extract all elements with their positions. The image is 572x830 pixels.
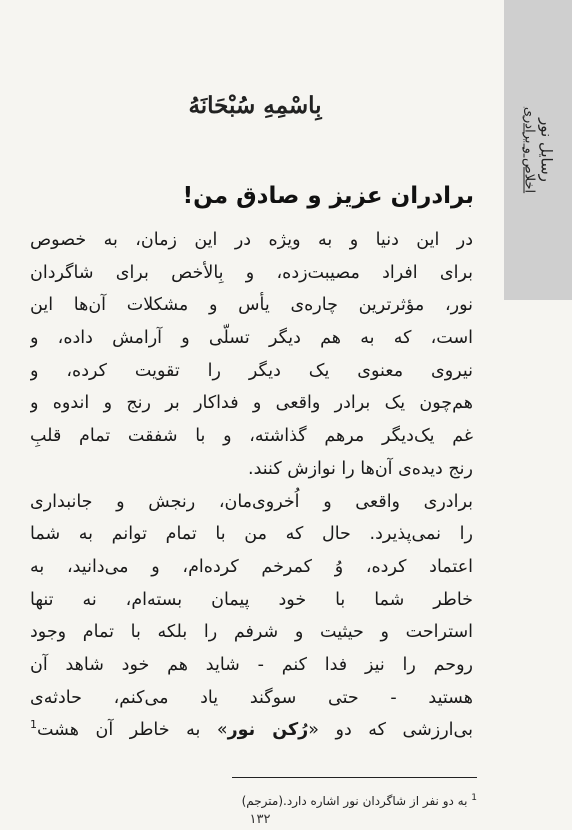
paragraph-2-line: را نمی‌پذیرد. حال که من با تمام توانم به شما xyxy=(30,524,473,545)
paragraph-1-line: رنج دیده‌ی آن‌ها را نوازش کنند. xyxy=(248,458,473,479)
footnote-text: به دو نفر از شاگردان نور اشاره دارد.(مترجم) xyxy=(241,794,468,808)
paragraph-2-line: خاطر شما با خود پیمان بسته‌ام، نه تنها xyxy=(30,589,473,610)
side-tab-chapter-title: اخلاص و برادری xyxy=(521,106,537,194)
page-number: ۱۳۲ xyxy=(249,812,271,827)
paragraph-1-line: در این دنیا و به ویژه در این زمان، به خصوص xyxy=(30,230,473,250)
paragraph-2-line: هستید - حتی سوگند یاد می‌کنم، حادثه‌ی xyxy=(30,687,473,708)
paragraph-1-line: هم‌چون یک برادر واقعی و فداکار بر رنج و اندوه و xyxy=(30,393,473,414)
side-tab-text xyxy=(521,107,556,193)
paragraph-2-line: اعتماد کرده، وُ کمرخم کرده‌ام، و می‌دانید، به xyxy=(30,556,473,577)
rukn-nur-emphasis: رُکن نور xyxy=(227,720,309,741)
footnote xyxy=(242,793,477,808)
paragraph-1-line: نور، مؤثرترین چاره‌ی یأس و مشکلات آن‌ها این xyxy=(30,295,473,316)
side-chapter-tab xyxy=(504,0,572,300)
footnote-divider xyxy=(232,777,477,778)
last-line-before: بی‌ارزشی که دو « xyxy=(308,720,473,741)
footnote-marker: 1 xyxy=(471,793,477,803)
last-line-after: » به خاطر آن هشت xyxy=(37,720,228,741)
paragraph-2-line: روحم را نیز فدا کنم - شاید هم خود شاهد آن xyxy=(30,654,473,675)
page-heading: برادران عزیز و صادق من! xyxy=(182,183,474,209)
paragraph-1-line: برای افراد مصیبت‌زده، و بِالأخص برای شاگردان xyxy=(30,262,473,283)
footnote-reference-marker: 1 xyxy=(30,718,37,732)
side-tab-book-title: رسایل نور xyxy=(537,118,556,182)
paragraph-2-last-line xyxy=(30,714,473,747)
body-text xyxy=(30,224,473,747)
paragraph-2-line: برادری واقعی و اُخروی‌مان، رنجش و جانبداری xyxy=(30,491,473,512)
paragraph-1-line: است، که به هم دیگر تسلّی و آرامش داده، و xyxy=(30,328,473,349)
paragraph-1-line: نیروی معنوی یک دیگر را تقویت کرده، و xyxy=(30,360,473,381)
paragraph-1-line: غم یک‌دیگر مرهم گذاشته، و با شفقت تمام قلبِ xyxy=(30,426,473,447)
basmala: بِاسْمِهِ سُبْحَانَهُ xyxy=(188,92,322,119)
paragraph-2-line: استراحت و حیثیت و شرفم را بلکه با تمام وجود xyxy=(30,622,473,643)
